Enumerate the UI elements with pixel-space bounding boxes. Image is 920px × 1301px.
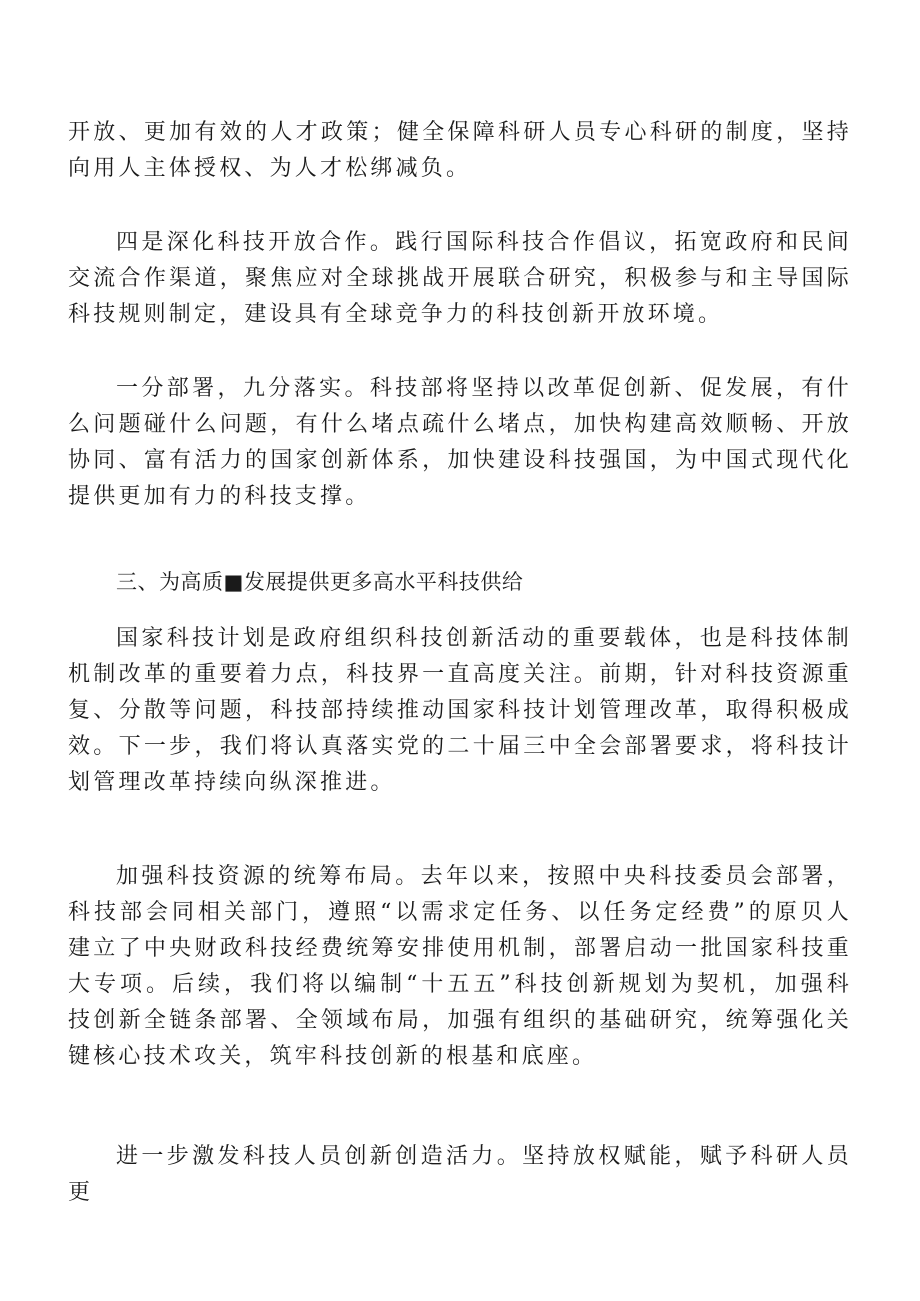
paragraph-researcher-vitality: 进一步激发科技人员创新创造活力。坚持放权赋能，赋予科研人员更 <box>68 1144 852 1205</box>
paragraph-open-cooperation: 四是深化科技开放合作。践行国际科技合作倡议，拓宽政府和民间交流合作渠道，聚焦应对全球挑战开展联合研究，积极参与和主导国际科技规则制定，建设具有全球竞争力的科技创新开放环境。 <box>68 230 852 327</box>
paragraph-implementation: 一分部署，九分落实。科技部将坚持以改革促创新、促发展，有什么问题碰什么问题，有什么堵点疏什么堵点，加快构建高效顺畅、开放协同、富有活力的国家创新体系，加快建设科技强国，为中国式现代化提供更加有力的科技支撑。 <box>68 376 852 509</box>
paragraph-talent-policy: 开放、更加有效的人才政策；健全保障科研人员专心科研的制度，坚持向用人主体授权、为人才松绑减负。 <box>68 120 852 181</box>
paragraph-resource-layout: 加强科技资源的统筹布局。去年以来，按照中央科技委员会部署，科技部会同相关部门，遵照“以需求定任务、以任务定经费”的原贝人建立了中央财政科技经费统筹安排使用机制，部署启动一批国家科技重大专项。后续，我们将以编制“十五五”科技创新规划为契机，加强科技创新全链条部署、全领域布局，加强有组织的基础研究，统筹强化关键核心技术攻关，筑牢科技创新的根基和底座。 <box>68 864 852 1069</box>
paragraph-national-plan: 国家科技计划是政府组织科技创新活动的重要载体，也是科技体制机制改革的重要着力点，科技界一直高度关注。前期，针对科技资源重复、分散等问题，科技部持续推动国家科技计划管理改革，取得积极成效。下一步，我们将认真落实党的二十届三中全会部署要求，将科技计划管理改革持续向纵深推进。 <box>68 626 852 795</box>
section-heading: 三、为高质■发展提供更多高水平科技供给 <box>116 570 524 594</box>
